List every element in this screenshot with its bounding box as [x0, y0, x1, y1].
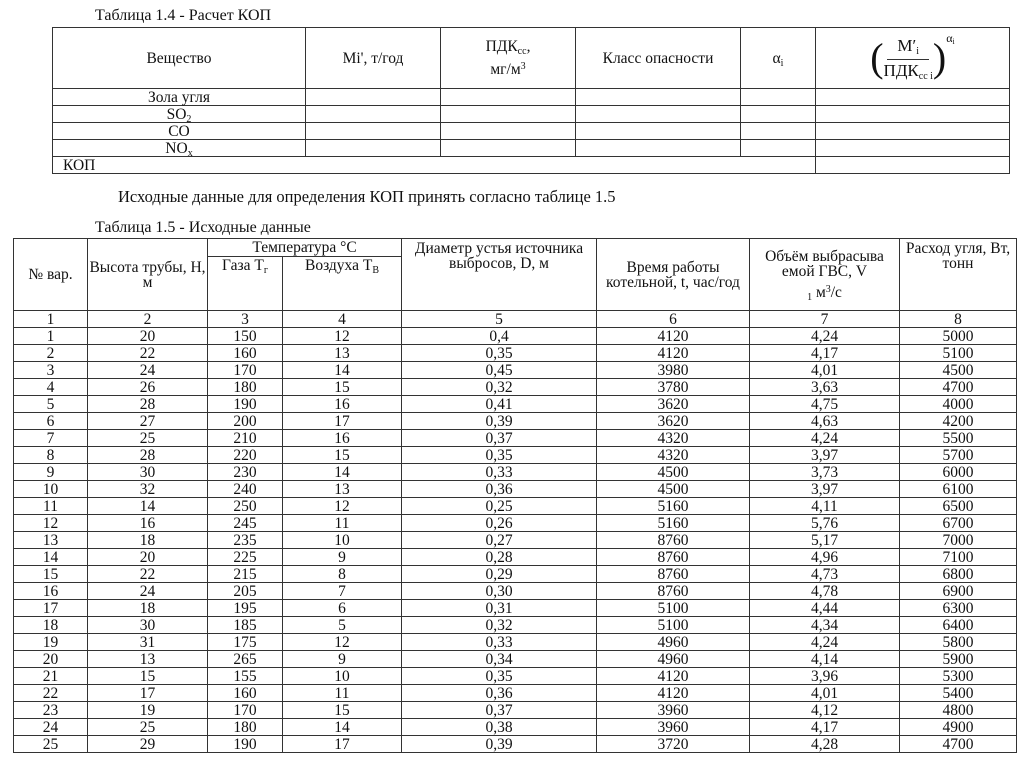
table-cell: 15: [283, 447, 402, 464]
table-cell: 160: [208, 345, 283, 362]
table-row: [14, 447, 1017, 464]
table-cell: 0,32: [402, 617, 597, 634]
empty-cell[interactable]: [816, 140, 1010, 157]
table-cell: 0,35: [402, 345, 597, 362]
table-cell: 3,96: [750, 668, 900, 685]
table-cell: 245: [208, 515, 283, 532]
empty-cell[interactable]: [441, 106, 576, 123]
table-row: [14, 617, 1017, 634]
empty-cell[interactable]: [816, 157, 1010, 174]
table-cell: 3,97: [750, 447, 900, 464]
table-cell: 6700: [900, 515, 1017, 532]
table-cell: 25: [88, 719, 208, 736]
table-row: [53, 123, 1010, 140]
table-cell: 6: [14, 413, 88, 430]
table-cell: 13: [283, 481, 402, 498]
table-cell: 4,63: [750, 413, 900, 430]
empty-cell[interactable]: [816, 106, 1010, 123]
table-cell: 225: [208, 549, 283, 566]
table-cell: 14: [283, 719, 402, 736]
table-cell: 14: [88, 498, 208, 515]
table-cell: 17: [283, 413, 402, 430]
table-row: [14, 583, 1017, 600]
table-cell: 5100: [900, 345, 1017, 362]
table-cell: 9: [283, 549, 402, 566]
table-cell: 4800: [900, 702, 1017, 719]
table-row: [14, 396, 1017, 413]
table-cell: 0,34: [402, 651, 597, 668]
table-cell: 5,76: [750, 515, 900, 532]
table-cell: 22: [88, 566, 208, 583]
empty-cell[interactable]: [306, 140, 441, 157]
table-cell: 4,14: [750, 651, 900, 668]
table-cell: 10: [283, 668, 402, 685]
table-cell: 16: [283, 396, 402, 413]
table-cell: 21: [14, 668, 88, 685]
header-formula: ( $\frac{M'_i}{ПДК_{cc i}}$ ) $\alpha_i$: [816, 28, 1010, 89]
table-cell: 220: [208, 447, 283, 464]
substance-cell: $NO_x$: [53, 140, 306, 157]
table-cell: 0,32: [402, 379, 597, 396]
empty-cell[interactable]: [576, 140, 741, 157]
table-cell: 17: [283, 736, 402, 753]
table-cell: 0,29: [402, 566, 597, 583]
header-height: Высота трубы, H, м: [88, 239, 208, 311]
column-number: 7: [750, 311, 900, 328]
table-cell: 4,24: [750, 634, 900, 651]
table-cell: 18: [88, 600, 208, 617]
table-cell: 4,44: [750, 600, 900, 617]
table-cell: 0,36: [402, 481, 597, 498]
table-cell: 30: [88, 464, 208, 481]
table-cell: 15: [283, 702, 402, 719]
substance-cell: Зола угля: [53, 89, 306, 106]
table-row: [14, 685, 1017, 702]
table-cell: 11: [283, 515, 402, 532]
table-cell: 155: [208, 668, 283, 685]
table-cell: 3960: [597, 719, 750, 736]
table-row: [14, 702, 1017, 719]
table-cell: 11: [14, 498, 88, 515]
table-row: [14, 600, 1017, 617]
table-cell: 3,73: [750, 464, 900, 481]
table-cell: 0,28: [402, 549, 597, 566]
table-cell: 31: [88, 634, 208, 651]
column-number: 3: [208, 311, 283, 328]
header-substance: Вещество: [53, 28, 306, 89]
column-number: 2: [88, 311, 208, 328]
table-cell: 0,38: [402, 719, 597, 736]
table-cell: 4500: [597, 464, 750, 481]
table-cell: 230: [208, 464, 283, 481]
table-row: [53, 106, 1010, 123]
table-cell: 4,17: [750, 345, 900, 362]
table-row: [14, 430, 1017, 447]
substance-cell: $SO_2$: [53, 106, 306, 123]
table-row: [14, 515, 1017, 532]
table-cell: 4500: [597, 481, 750, 498]
table-cell: 170: [208, 362, 283, 379]
table-cell: 15: [14, 566, 88, 583]
table-cell: 6: [283, 600, 402, 617]
header-diameter: Диаметр устья источника выбросов, D, м: [402, 239, 597, 311]
empty-cell[interactable]: [306, 106, 441, 123]
table-cell: 4,12: [750, 702, 900, 719]
table-cell: 13: [14, 532, 88, 549]
table-cell: 4000: [900, 396, 1017, 413]
column-number: 6: [597, 311, 750, 328]
table-cell: 240: [208, 481, 283, 498]
table-row: [14, 498, 1017, 515]
table-cell: 6800: [900, 566, 1017, 583]
table-cell: 3980: [597, 362, 750, 379]
table-cell: 13: [283, 345, 402, 362]
table-row: [14, 362, 1017, 379]
table-cell: 4,78: [750, 583, 900, 600]
table-cell: 5: [14, 396, 88, 413]
table-cell: 4120: [597, 685, 750, 702]
table-cell: 0,37: [402, 702, 597, 719]
table-cell: 14: [283, 362, 402, 379]
empty-cell[interactable]: [816, 123, 1010, 140]
table-cell: 4200: [900, 413, 1017, 430]
table-cell: 0,35: [402, 447, 597, 464]
total-row: [53, 157, 1010, 174]
table-cell: 3: [14, 362, 88, 379]
table-cell: 2: [14, 345, 88, 362]
table-cell: 4,17: [750, 719, 900, 736]
table-cell: 8: [14, 447, 88, 464]
column-number: 1: [14, 311, 88, 328]
table-cell: 7100: [900, 549, 1017, 566]
table-cell: 25: [14, 736, 88, 753]
table-row: [14, 481, 1017, 498]
table-cell: 13: [88, 651, 208, 668]
table-cell: 23: [14, 702, 88, 719]
table-cell: 0,36: [402, 685, 597, 702]
table-cell: 3620: [597, 396, 750, 413]
table-cell: 4700: [900, 736, 1017, 753]
table-row: [14, 651, 1017, 668]
table-cell: 4,24: [750, 328, 900, 345]
column-number: 5: [402, 311, 597, 328]
table-cell: 6500: [900, 498, 1017, 515]
table-cell: 235: [208, 532, 283, 549]
table-cell: 5500: [900, 430, 1017, 447]
table-cell: 22: [14, 685, 88, 702]
table-cell: 250: [208, 498, 283, 515]
table-cell: 3,63: [750, 379, 900, 396]
empty-cell[interactable]: [816, 89, 1010, 106]
table-cell: 6900: [900, 583, 1017, 600]
note-text: Исходные данные для определения КОП принять согласно таблице 1.5: [118, 187, 616, 206]
empty-cell[interactable]: [576, 106, 741, 123]
header-danger-class: Класс опасности: [576, 28, 741, 89]
table-cell: 0,39: [402, 413, 597, 430]
substance-cell: CO: [53, 123, 306, 140]
table-cell: 18: [88, 532, 208, 549]
table-cell: 170: [208, 702, 283, 719]
table-cell: 27: [88, 413, 208, 430]
table-cell: 7: [283, 583, 402, 600]
table-cell: 4: [14, 379, 88, 396]
table-cell: 200: [208, 413, 283, 430]
column-number: 8: [900, 311, 1017, 328]
table-row: [14, 634, 1017, 651]
table-1-4-title: Таблица 1.4 - Расчет КОП: [95, 7, 272, 24]
table-cell: 25: [88, 430, 208, 447]
table-cell: 12: [283, 328, 402, 345]
table-row: [14, 668, 1017, 685]
table-cell: 16: [283, 430, 402, 447]
table-cell: 5300: [900, 668, 1017, 685]
table-cell: 10: [14, 481, 88, 498]
empty-cell[interactable]: [741, 140, 816, 157]
table-cell: 0,37: [402, 430, 597, 447]
table-cell: 20: [88, 549, 208, 566]
table-cell: 5100: [597, 600, 750, 617]
table-cell: 30: [88, 617, 208, 634]
table-cell: 17: [14, 600, 88, 617]
table-cell: 12: [283, 634, 402, 651]
table-row: [14, 736, 1017, 753]
table-cell: 8760: [597, 566, 750, 583]
table-cell: 24: [14, 719, 88, 736]
empty-cell[interactable]: [576, 89, 741, 106]
table-cell: 180: [208, 379, 283, 396]
table-cell: 5900: [900, 651, 1017, 668]
empty-cell[interactable]: [741, 123, 816, 140]
column-numbers-row: [14, 311, 1017, 328]
table-cell: 4120: [597, 345, 750, 362]
table-cell: 5160: [597, 498, 750, 515]
table-cell: 0,33: [402, 464, 597, 481]
table-row: [53, 140, 1010, 157]
table-cell: 16: [14, 583, 88, 600]
kop-calc-table: [52, 27, 1010, 174]
empty-cell[interactable]: [441, 140, 576, 157]
table-cell: 5400: [900, 685, 1017, 702]
table-cell: 6300: [900, 600, 1017, 617]
table-cell: 18: [14, 617, 88, 634]
table-cell: 195: [208, 600, 283, 617]
table-cell: 24: [88, 362, 208, 379]
table-cell: 11: [283, 685, 402, 702]
table-cell: 16: [88, 515, 208, 532]
table-cell: 0,31: [402, 600, 597, 617]
table-header-row: [14, 239, 1017, 257]
table-cell: 12: [283, 498, 402, 515]
table-cell: 175: [208, 634, 283, 651]
empty-cell[interactable]: [441, 89, 576, 106]
table-row: [14, 566, 1017, 583]
table-cell: 10: [283, 532, 402, 549]
table-row: [14, 345, 1017, 362]
table-cell: 0,4: [402, 328, 597, 345]
table-cell: 14: [283, 464, 402, 481]
table-cell: 5,17: [750, 532, 900, 549]
table-cell: 0,30: [402, 583, 597, 600]
table-cell: 4320: [597, 430, 750, 447]
table-header-row: [53, 28, 1010, 89]
header-gas: Газа $Т_г$: [208, 257, 283, 311]
table-cell: 205: [208, 583, 283, 600]
table-cell: 0,33: [402, 634, 597, 651]
table-cell: 1: [14, 328, 88, 345]
table-cell: 180: [208, 719, 283, 736]
table-cell: 0,45: [402, 362, 597, 379]
table-cell: 5000: [900, 328, 1017, 345]
table-cell: 7000: [900, 532, 1017, 549]
table-cell: 0,27: [402, 532, 597, 549]
table-cell: 4,24: [750, 430, 900, 447]
header-alpha: $\alpha_i$: [741, 28, 816, 89]
header-time: Время работы котельной, t, час/год: [597, 239, 750, 311]
table-cell: 14: [14, 549, 88, 566]
table-cell: 4700: [900, 379, 1017, 396]
table-row: [14, 379, 1017, 396]
table-cell: 7: [14, 430, 88, 447]
table-cell: 4960: [597, 634, 750, 651]
table-row: [14, 328, 1017, 345]
table-cell: 4120: [597, 668, 750, 685]
table-cell: 4,96: [750, 549, 900, 566]
empty-cell[interactable]: [306, 89, 441, 106]
table-cell: 185: [208, 617, 283, 634]
table-cell: 20: [14, 651, 88, 668]
table-cell: 4500: [900, 362, 1017, 379]
table-cell: 4320: [597, 447, 750, 464]
table-row: [14, 719, 1017, 736]
header-num: № вар.: [14, 239, 88, 311]
table-cell: 4,11: [750, 498, 900, 515]
table-cell: 9: [283, 651, 402, 668]
table-cell: 4,73: [750, 566, 900, 583]
table-cell: 5: [283, 617, 402, 634]
table-cell: 6000: [900, 464, 1017, 481]
header-coal: Расход угля, Вт, тонн: [900, 239, 1017, 311]
empty-cell[interactable]: [741, 106, 816, 123]
table-cell: 0,41: [402, 396, 597, 413]
table-cell: 150: [208, 328, 283, 345]
total-label: КОП: [53, 157, 816, 174]
table-cell: 0,26: [402, 515, 597, 532]
column-number: 4: [283, 311, 402, 328]
table-1-5-title: Таблица 1.5 - Исходные данные: [95, 219, 311, 236]
source-data-table: [13, 238, 1017, 753]
table-cell: 20: [88, 328, 208, 345]
table-cell: 5160: [597, 515, 750, 532]
table-cell: 4960: [597, 651, 750, 668]
empty-cell[interactable]: [741, 89, 816, 106]
table-cell: 6100: [900, 481, 1017, 498]
table-cell: 215: [208, 566, 283, 583]
table-cell: 5800: [900, 634, 1017, 651]
table-cell: 8: [283, 566, 402, 583]
header-temp: Температура °С: [208, 239, 402, 257]
table-cell: 24: [88, 583, 208, 600]
table-cell: 160: [208, 685, 283, 702]
table-cell: 28: [88, 447, 208, 464]
table-cell: 5100: [597, 617, 750, 634]
table-cell: 8760: [597, 583, 750, 600]
table-cell: 28: [88, 396, 208, 413]
table-cell: 22: [88, 345, 208, 362]
table-row: [14, 549, 1017, 566]
table-cell: 4,28: [750, 736, 900, 753]
table-cell: 9: [14, 464, 88, 481]
table-row: [14, 532, 1017, 549]
table-cell: 4,75: [750, 396, 900, 413]
table-cell: 12: [14, 515, 88, 532]
table-cell: 0,25: [402, 498, 597, 515]
header-air: Воздуха $Т_В$: [283, 257, 402, 311]
table-row: [14, 413, 1017, 430]
table-cell: 190: [208, 736, 283, 753]
table-row: [53, 89, 1010, 106]
table-cell: 8760: [597, 549, 750, 566]
empty-cell[interactable]: [576, 123, 741, 140]
table-cell: 265: [208, 651, 283, 668]
table-cell: 17: [88, 685, 208, 702]
table-cell: 4120: [597, 328, 750, 345]
table-cell: 0,39: [402, 736, 597, 753]
table-cell: 6400: [900, 617, 1017, 634]
table-cell: 4900: [900, 719, 1017, 736]
table-cell: 3620: [597, 413, 750, 430]
table-cell: 3780: [597, 379, 750, 396]
table-cell: 19: [14, 634, 88, 651]
table-cell: 4,34: [750, 617, 900, 634]
table-cell: 5700: [900, 447, 1017, 464]
header-pdk: $ПДК_{cc}$, $мг/м^3$: [441, 28, 576, 89]
table-cell: 15: [283, 379, 402, 396]
table-cell: 3,97: [750, 481, 900, 498]
header-volume: Объём выбрасыва емой ГВС, V $_1$ $м^3/с$: [750, 239, 900, 311]
table-cell: 210: [208, 430, 283, 447]
table-cell: 3720: [597, 736, 750, 753]
table-cell: 3960: [597, 702, 750, 719]
table-cell: 4,01: [750, 685, 900, 702]
table-row: [14, 464, 1017, 481]
table-cell: 4,01: [750, 362, 900, 379]
table-cell: 29: [88, 736, 208, 753]
table-cell: 26: [88, 379, 208, 396]
table-cell: 0,35: [402, 668, 597, 685]
empty-cell[interactable]: [441, 123, 576, 140]
table-cell: 32: [88, 481, 208, 498]
table-cell: 15: [88, 668, 208, 685]
table-cell: 8760: [597, 532, 750, 549]
table-cell: 19: [88, 702, 208, 719]
empty-cell[interactable]: [306, 123, 441, 140]
header-mass: Mi', т/год: [306, 28, 441, 89]
table-cell: 190: [208, 396, 283, 413]
